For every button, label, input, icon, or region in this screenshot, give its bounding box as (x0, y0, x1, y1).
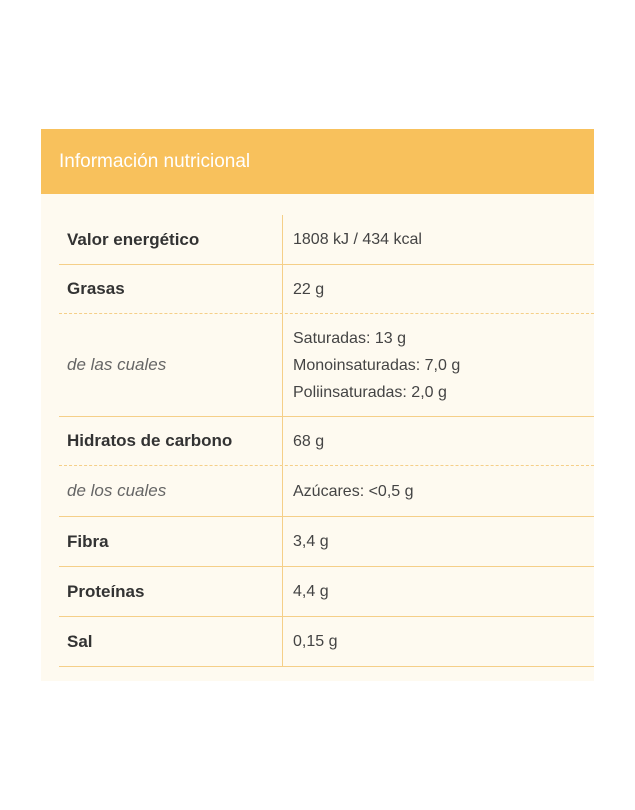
row-label: Hidratos de carbono (59, 417, 283, 465)
row-value (283, 417, 594, 465)
row-value (283, 567, 594, 616)
table-row-fat-breakdown (59, 314, 594, 417)
value-line: 1808 kJ / 434 kcal (293, 231, 422, 248)
row-value (283, 215, 594, 264)
row-label: de los cuales (59, 466, 283, 516)
row-value (283, 517, 594, 566)
table-row-carbohydrates (59, 417, 594, 466)
nutrition-card (41, 129, 594, 681)
row-value (283, 617, 594, 666)
table-row-salt (59, 617, 594, 667)
table-row-energy (59, 215, 594, 265)
row-label: de las cuales (59, 314, 283, 416)
table-row-protein (59, 567, 594, 617)
row-value (283, 466, 594, 516)
value-line: 22 g (293, 280, 325, 298)
card-title: Información nutricional (41, 129, 594, 194)
value-line: Saturadas: 13 g (293, 329, 406, 347)
row-label: Grasas (59, 265, 283, 313)
value-line: Poliinsaturadas: 2,0 g (293, 383, 447, 401)
value-line: 68 g (293, 432, 325, 450)
row-label: Proteínas (59, 567, 283, 616)
row-value (283, 265, 594, 313)
table-row-sugars (59, 466, 594, 517)
value-line: 0,15 g (293, 633, 338, 650)
row-value (283, 314, 594, 416)
value-line: Monoinsaturadas: 7,0 g (293, 356, 461, 374)
nutrition-table (59, 215, 594, 667)
value-line: 4,4 g (293, 583, 329, 600)
row-label: Sal (59, 617, 283, 666)
value-line: 3,4 g (293, 533, 329, 550)
row-label: Valor energético (59, 215, 283, 264)
table-row-fiber (59, 517, 594, 567)
row-label: Fibra (59, 517, 283, 566)
value-line: Azúcares: <0,5 g (293, 482, 414, 500)
table-row-fat (59, 265, 594, 314)
